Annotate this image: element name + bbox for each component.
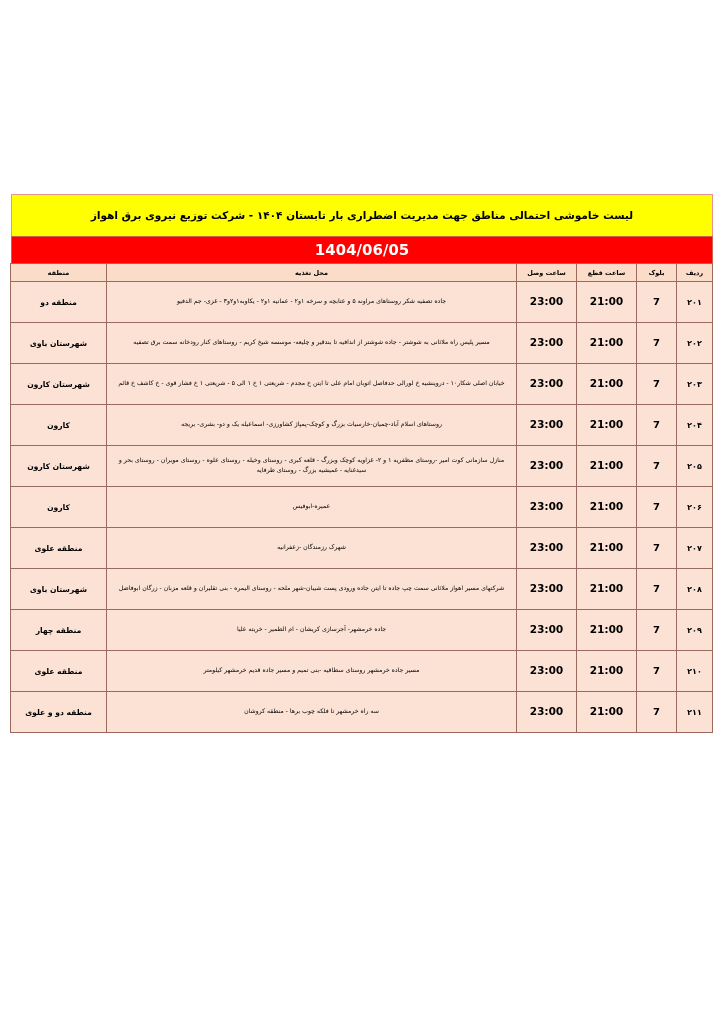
cell-saat-vasl: 23:00 (517, 610, 577, 651)
cell-mantaghe: کارون (11, 487, 107, 528)
cell-radif: ۲۰۹ (677, 610, 713, 651)
cell-mahal-taghziye: منازل سازمانی کوت امیر -روستای مظفریه ۱ و ۲- غزاویه کوچک وبزرگ - قلعه کبری - روستای وخیله - روستای علوه - روستای موبران - روستای بحر و سیدغنایه - غمیشیه بزرگ - روستای طرفایه (107, 446, 517, 487)
schedule-date: 1404/06/05 (314, 241, 410, 259)
cell-radif: ۲۰۵ (677, 446, 713, 487)
title-banner (11, 194, 713, 236)
table-row (11, 446, 713, 487)
cell-mantaghe: کارون (11, 405, 107, 446)
cell-saat-ghat: 21:00 (577, 487, 637, 528)
cell-mahal-taghziye: خیابان اصلی شکار۱۰ - دروینشیه خ لورالی حدفاصل اتوبان امام علی تا ایتن خ مجدم - شریعتی ۱ خ ۱ الی ۵ - شریعتی ۱ خ فشار قوی - خ کاشف خ قائم (107, 364, 517, 405)
cell-saat-vasl: 23:00 (517, 569, 577, 610)
cell-saat-vasl: 23:00 (517, 323, 577, 364)
cell-saat-ghat: 21:00 (577, 364, 637, 405)
cell-mahal-taghziye: روستاهای اسلام آباد-چمیان-خارسیات بزرگ و کوچک-پمپاژ کشاورزی- اسماعیله یک و دو- بشری- بریجه (107, 405, 517, 446)
cell-saat-ghat: 21:00 (577, 569, 637, 610)
table-header (11, 264, 713, 282)
cell-blok: 7 (637, 692, 677, 733)
cell-radif: ۲۰۶ (677, 487, 713, 528)
cell-saat-ghat: 21:00 (577, 282, 637, 323)
cell-mahal-taghziye: سه راه خرمشهر تا فلکه چوب برها - منطقه کروشان (107, 692, 517, 733)
table-row (11, 405, 713, 446)
cell-mantaghe: شهرستان باوی (11, 323, 107, 364)
cell-radif: ۲۰۷ (677, 528, 713, 569)
cell-mantaghe: منطقه دو (11, 282, 107, 323)
cell-mantaghe: شهرستان کارون (11, 364, 107, 405)
cell-saat-ghat: 21:00 (577, 610, 637, 651)
cell-saat-vasl: 23:00 (517, 528, 577, 569)
cell-saat-ghat: 21:00 (577, 323, 637, 364)
cell-saat-vasl: 23:00 (517, 651, 577, 692)
table-row (11, 364, 713, 405)
table-row (11, 651, 713, 692)
table-row (11, 610, 713, 651)
table-row (11, 487, 713, 528)
table-header-row (11, 264, 713, 282)
outage-table (10, 263, 713, 733)
cell-blok: 7 (637, 323, 677, 364)
date-banner (11, 236, 713, 263)
cell-radif: ۲۰۸ (677, 569, 713, 610)
column-header-saat-vasl: ساعت وصل (517, 264, 577, 282)
cell-mahal-taghziye: مسیر جاده خرمشهر روستای سطاقیه -بنی تمیم و مسیر جاده قدیم خرمشهر کیلومتر (107, 651, 517, 692)
column-header-mahal: محل تغذیه (107, 264, 517, 282)
cell-mantaghe: شهرستان کارون (11, 446, 107, 487)
column-header-radif: ردیف (677, 264, 713, 282)
column-header-mantaghe: منطقه (11, 264, 107, 282)
cell-mantaghe: منطقه علوی (11, 528, 107, 569)
cell-saat-vasl: 23:00 (517, 446, 577, 487)
column-header-saat-ghat: ساعت قطع (577, 264, 637, 282)
table-row (11, 528, 713, 569)
cell-blok: 7 (637, 364, 677, 405)
column-header-blok: بلوک (637, 264, 677, 282)
outage-schedule-sheet (11, 194, 713, 733)
cell-mahal-taghziye: جاده تصفیه شکر روستاهای مراونه ۵ و عتابچه و سرخه ۱و۲ - عمانیه ۱و۲ - یکاوبه۱و۲و۳ - غزی- جم الدفیو (107, 282, 517, 323)
cell-blok: 7 (637, 405, 677, 446)
cell-saat-vasl: 23:00 (517, 405, 577, 446)
cell-mahal-taghziye: عمیره-ابوفیس (107, 487, 517, 528)
table-body (11, 282, 713, 733)
cell-saat-vasl: 23:00 (517, 487, 577, 528)
cell-saat-ghat: 21:00 (577, 692, 637, 733)
table-row (11, 282, 713, 323)
cell-mahal-taghziye: جاده خرمشهر- آجرسازی کریشان - ام الطمیر - خریته علیا (107, 610, 517, 651)
cell-blok: 7 (637, 282, 677, 323)
cell-mantaghe: منطقه دو و علوی (11, 692, 107, 733)
cell-mahal-taghziye: شرکتهای مسیر اهواز ملاثانی سمت چپ جاده تا ایتن جاده ورودی پست شیبان-شهر ملحه - روستای الیمره - بنی تقلیران و قلعه مزبان - زرگان ابوفاضل (107, 569, 517, 610)
cell-blok: 7 (637, 610, 677, 651)
cell-radif: ۲۱۰ (677, 651, 713, 692)
cell-mantaghe: شهرستان باوی (11, 569, 107, 610)
cell-saat-vasl: 23:00 (517, 692, 577, 733)
cell-saat-vasl: 23:00 (517, 282, 577, 323)
cell-mantaghe: منطقه چهار (11, 610, 107, 651)
cell-saat-ghat: 21:00 (577, 651, 637, 692)
cell-mahal-taghziye: شهرک رزمندگان -زعفرانیه (107, 528, 517, 569)
cell-radif: ۲۱۱ (677, 692, 713, 733)
cell-saat-ghat: 21:00 (577, 405, 637, 446)
table-row (11, 569, 713, 610)
cell-radif: ۲۰۲ (677, 323, 713, 364)
cell-blok: 7 (637, 569, 677, 610)
cell-saat-vasl: 23:00 (517, 364, 577, 405)
cell-radif: ۲۰۳ (677, 364, 713, 405)
cell-mantaghe: منطقه علوی (11, 651, 107, 692)
table-row (11, 692, 713, 733)
document-title: لیست خاموشی احتمالی مناطق جهت مدیریت اضطراری بار تابستان ۱۴۰۴ - شرکت توزیع نیروی برق اهواز (90, 209, 634, 222)
cell-saat-ghat: 21:00 (577, 528, 637, 569)
cell-blok: 7 (637, 487, 677, 528)
table-row (11, 323, 713, 364)
cell-radif: ۲۰۴ (677, 405, 713, 446)
cell-blok: 7 (637, 446, 677, 487)
cell-radif: ۲۰۱ (677, 282, 713, 323)
cell-blok: 7 (637, 528, 677, 569)
cell-saat-ghat: 21:00 (577, 446, 637, 487)
cell-mahal-taghziye: مسیر پلیس راه ملاثانی به شوشتر - جاده شوشتر از اندافیه تا بندقیر و چلیعه- موسسه شیخ کریم - روستاهای کنار رودخانه سمت برق تصفیه (107, 323, 517, 364)
cell-blok: 7 (637, 651, 677, 692)
